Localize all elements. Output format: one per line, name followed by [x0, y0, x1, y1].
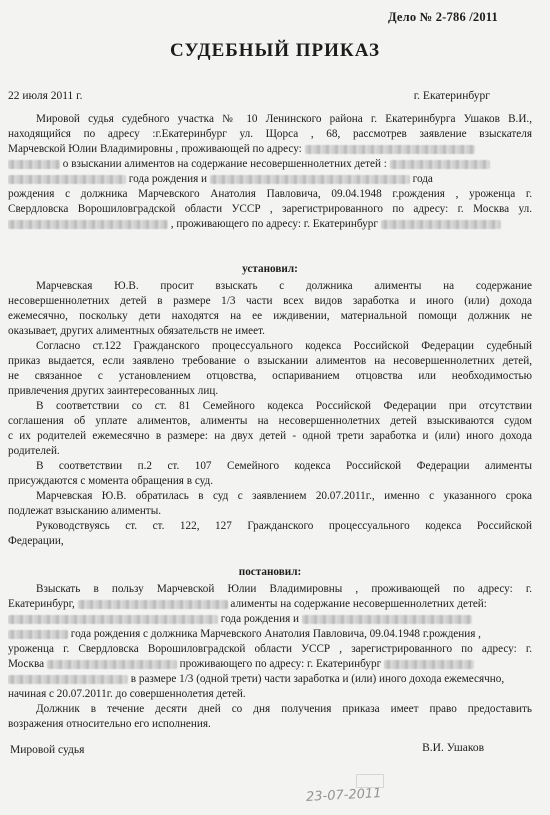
- stamp-date: 23-07-2011: [305, 786, 382, 805]
- established-p3-l1: В соответствии со ст. 81 Семейного кодекса Российской Федерации при отсутствии: [36, 400, 532, 412]
- decreed-l4-text: года рождения с должника Марчевского Анатолия Павловича, 09.04.1948 г.рождения ,: [70, 628, 481, 640]
- decreed-l7: [8, 672, 532, 686]
- established-p3-l2: соглашения об уплате алиментов, алименты на несовершеннолетних детей взыскиваются судом: [8, 415, 532, 427]
- case-number: Дело № 2-786 /2011: [387, 10, 498, 24]
- decreed-l5: уроженца г. Свердловска Ворошиловградской области УССР , зарегистрированного по адресу: г.: [8, 643, 532, 655]
- established-p5-l2: подлежат взысканию алименты.: [8, 505, 162, 517]
- established-p2-l3: не связанное с установлением отцовства, оспариванием отцовства или необходимостью: [8, 370, 532, 382]
- decreed-l1: Взыскать в пользу Марчевской Юлии Владимировны , проживающей по адресу: г.: [36, 583, 532, 595]
- intro-line-1: Мировой судья судебного участка № 10 Ленинского района г. Екатеринбурга Ушаков В.И.,: [36, 113, 532, 125]
- established-p2-l2: приказ выдается, если заявлено требование о взыскании алиментов на несовершеннолетних детей,: [8, 355, 532, 367]
- document-title: СУДЕБНЫЙ ПРИКАЗ: [170, 40, 380, 61]
- intro-line-3: [8, 142, 532, 156]
- established-p5-l1: Марчевская Ю.В. обратилась в суд с заявлением 20.07.2011г., именно с указанного срока: [36, 490, 532, 502]
- decreed-l10: возражения относительно его исполнения.: [8, 718, 211, 730]
- established-p1-l2: несовершеннолетних детей в размере 1/3 части всех видов заработка и иного (или) дохода: [8, 295, 532, 307]
- redacted-child-name: [8, 615, 218, 624]
- intro-line-4: [8, 157, 532, 171]
- intro-line-7: Свердловска Ворошиловградской области УССР , зарегистрированного по адресу: г. Москва ул.: [8, 203, 532, 215]
- decreed-l2-text: алименты на содержание несовершеннолетних детей:: [230, 598, 487, 610]
- established-p2-l4: привлечения других заинтересованных лиц.: [8, 385, 219, 397]
- decreed-l2: [8, 597, 532, 611]
- document-date: 22 июля 2011 г.: [8, 90, 83, 102]
- document-city: г. Екатеринбург: [413, 90, 490, 102]
- intro-line-8-text: , проживающего по адресу: г. Екатеринбург: [170, 218, 378, 230]
- redacted-block: [390, 160, 490, 169]
- redacted-child-name: [302, 615, 472, 624]
- established-p1-l1: Марчевская Ю.В. просит взыскать с должника алименты на содержание: [36, 280, 532, 292]
- decreed-l9: Должник в течение десяти дней со дня получения приказа имеет право предоставить: [36, 703, 532, 715]
- redacted-address: [78, 600, 228, 609]
- established-p4-l2: присуждаются с момента обращения в суд.: [8, 475, 214, 487]
- established-p3-l4: родителей.: [8, 445, 60, 457]
- decreed-l6: [8, 657, 532, 671]
- established-p1-l3: ежемесячно, поскольку дети находятся на ее иждивении, материальной помощи должник не: [8, 310, 532, 322]
- intro-line-5-text: года рождения и: [128, 173, 208, 185]
- redacted-address: [8, 220, 168, 229]
- decreed-l6-text: проживающего по адресу: г. Екатеринбург: [179, 658, 382, 670]
- decreed-l3: [8, 612, 532, 626]
- redacted-address: [47, 660, 177, 669]
- intro-line-5: [8, 172, 532, 186]
- signature-name: В.И. Ушаков: [422, 742, 484, 754]
- established-p3-l3: с их родителей ежемесячно в размере: на двух детей - одной трети заработка и (или) иного дохода: [8, 430, 532, 442]
- decreed-l3-text: года рождения и: [220, 613, 300, 625]
- established-p1-l4: оказывает, других алиментных обязательств не имеет.: [8, 325, 265, 337]
- redacted-block: [8, 630, 68, 639]
- intro-line-2: находящийся по адресу :г.Екатеринбург ул. Щорса , 68, рассмотрев заявление взыскателя: [8, 128, 532, 140]
- decreed-l4: [8, 627, 532, 641]
- decreed-l7-text: в размере 1/3 (одной трети) части заработка и (или) иного дохода ежемесячно,: [130, 673, 505, 685]
- established-p2-l1: Согласно ст.122 Гражданского процессуального кодекса Российской Федерации судебный: [36, 340, 532, 352]
- section-heading-established: установил:: [242, 263, 298, 275]
- redacted-address: [384, 660, 474, 669]
- intro-line-4-text: о взыскании алиментов на содержание несовершеннолетних детей :: [62, 158, 387, 170]
- redacted-child-name: [8, 175, 126, 184]
- redacted-child-name: [210, 175, 410, 184]
- established-p6-l2: Федерации,: [8, 535, 64, 547]
- decreed-l6-city: Москва: [8, 658, 45, 670]
- redacted-address: [8, 675, 128, 684]
- intro-line-3-text: Марчевской Юлии Владимировны , проживающей по адресу:: [8, 143, 302, 155]
- redacted-address: [305, 145, 475, 154]
- redacted-block: [8, 160, 60, 169]
- established-p4-l1: В соответствии п.2 ст. 107 Семейного кодекса Российской Федерации алименты: [36, 460, 532, 472]
- established-p6-l1: Руководствуясь ст. ст. 122, 127 Гражданского процессуального кодекса Российской: [36, 520, 532, 532]
- intro-line-5-year: года: [412, 173, 433, 185]
- intro-line-8: [8, 217, 532, 231]
- intro-line-6: рождения с должника Марчевского Анатолия Павловича, 09.04.1948 г.рождения , уроженца г.: [8, 188, 532, 200]
- section-heading-decreed: постановил:: [238, 566, 302, 578]
- redacted-address: [381, 220, 501, 229]
- signature-title: Мировой судья: [10, 744, 85, 756]
- decreed-l2-city: Екатеринбург,: [8, 598, 75, 610]
- decreed-l8: начиная с 20.07.2011г. до совершеннолетия детей.: [8, 688, 246, 700]
